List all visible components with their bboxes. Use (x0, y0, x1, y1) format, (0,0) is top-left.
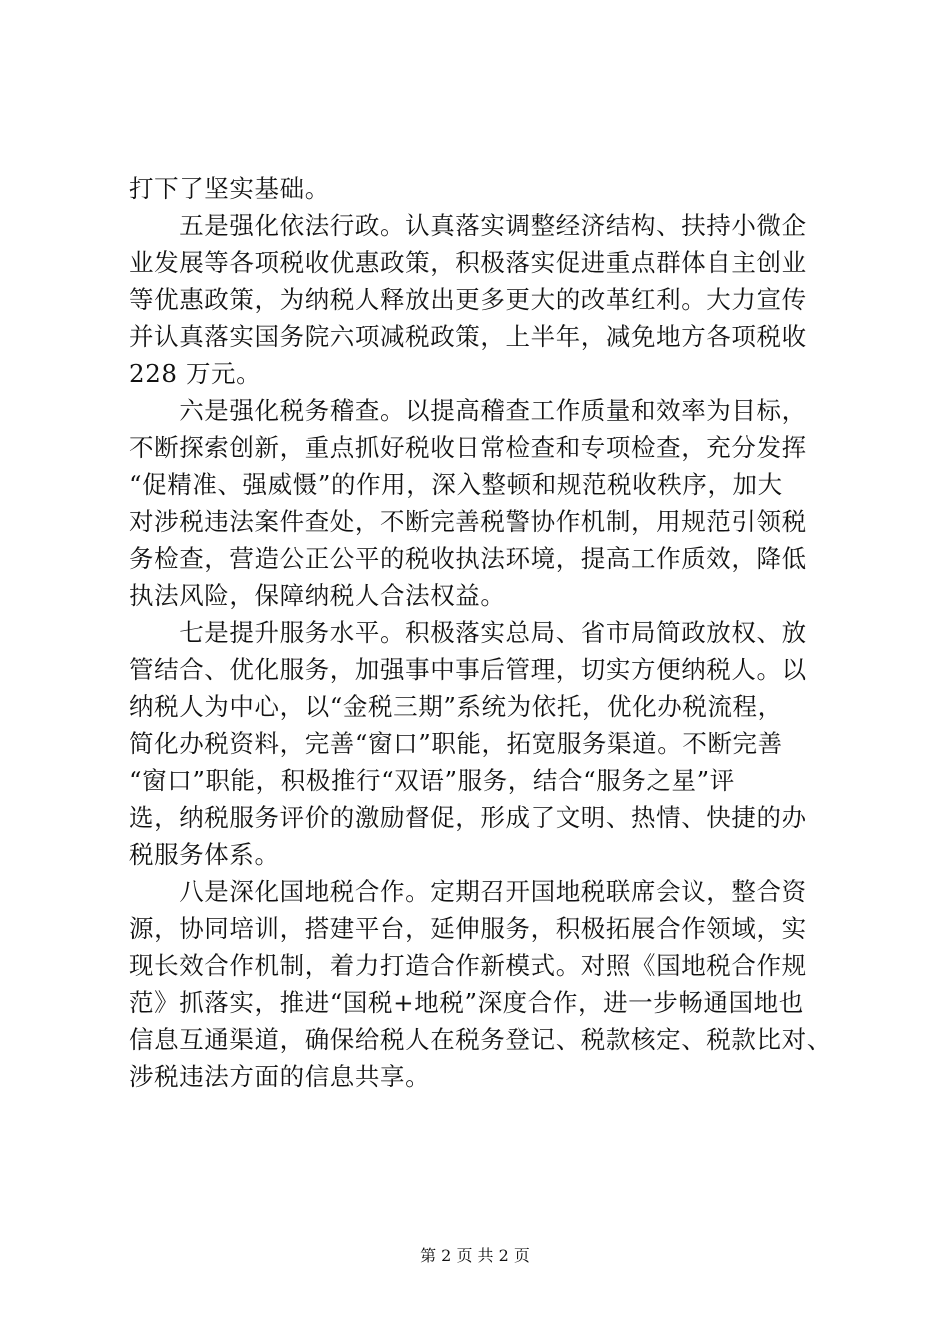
text-line: 七是提升服务水平。积极落实总局、省市局简政放权、放 (129, 618, 807, 647)
paragraph-item-8 (129, 873, 834, 1095)
text-line: 涉税违法方面的信息共享。 (129, 1062, 431, 1091)
paragraph-item-7 (129, 614, 834, 873)
text-line: 税服务体系。 (129, 840, 280, 869)
text-line: 六是强化税务稽查。以提高稽查工作质量和效率为目标， (129, 396, 807, 425)
page-number-label: 第 2 页 共 2 页 (420, 1246, 530, 1265)
text-line: 业发展等各项税收优惠政策，积极落实促进重点群体自主创业 (129, 248, 807, 277)
text-line: “窗口”职能，积极推行“双语”服务，结合“服务之星”评 (129, 766, 735, 795)
text-line: 范》抓落实，推进“国税+地税”深度合作，进一步畅通国地也 (129, 988, 804, 1017)
text-line: 五是强化依法行政。认真落实调整经济结构、扶持小微企 (129, 211, 807, 240)
text-line: 管结合、优化服务，加强事中事后管理，切实方便纳税人。以 (129, 655, 807, 684)
text-line: 打下了坚实基础。 (129, 174, 330, 203)
text-line: “促精准、强威慑”的作用，深入整顿和规范税收秩序，加大 (129, 470, 783, 499)
paragraph-item-5 (129, 207, 834, 392)
text-line: 选，纳税服务评价的激励督促，形成了文明、热情、快捷的办 (129, 803, 807, 832)
document-body (129, 170, 834, 1095)
paragraph-item-6 (129, 392, 834, 614)
text-line: 八是深化国地税合作。定期召开国地税联席会议，整合资 (129, 877, 807, 906)
text-line: 简化办税资料，完善“窗口”职能，拓宽服务渠道。不断完善 (129, 729, 783, 758)
page-footer (0, 1244, 950, 1268)
text-line: 纳税人为中心，以“金税三期”系统为依托，优化办税流程， (129, 692, 783, 721)
text-line: 信息互通渠道，确保给税人在税务登记、税款核定、税款比对、 (129, 1025, 832, 1054)
text-line: 执法风险，保障纳税人合法权益。 (129, 581, 506, 610)
text-line: 对涉税违法案件查处，不断完善税警协作机制，用规范引领税 (129, 507, 807, 536)
paragraph-intro-tail (129, 170, 834, 207)
text-line: 228 万元。 (129, 359, 262, 388)
text-line: 现长效合作机制，着力打造合作新模式。对照《国地税合作规 (129, 951, 807, 980)
text-line: 并认真落实国务院六项减税政策，上半年，减免地方各项税收 (129, 322, 807, 351)
text-line: 等优惠政策，为纳税人释放出更多更大的改革红利。大力宣传 (129, 285, 807, 314)
text-line: 源，协同培训，搭建平台，延伸服务，积极拓展合作领域，实 (129, 914, 807, 943)
text-line: 务检查，营造公正公平的税收执法环境，提高工作质效，降低 (129, 544, 807, 573)
text-line: 不断探索创新，重点抓好税收日常检查和专项检查，充分发挥 (129, 433, 807, 462)
